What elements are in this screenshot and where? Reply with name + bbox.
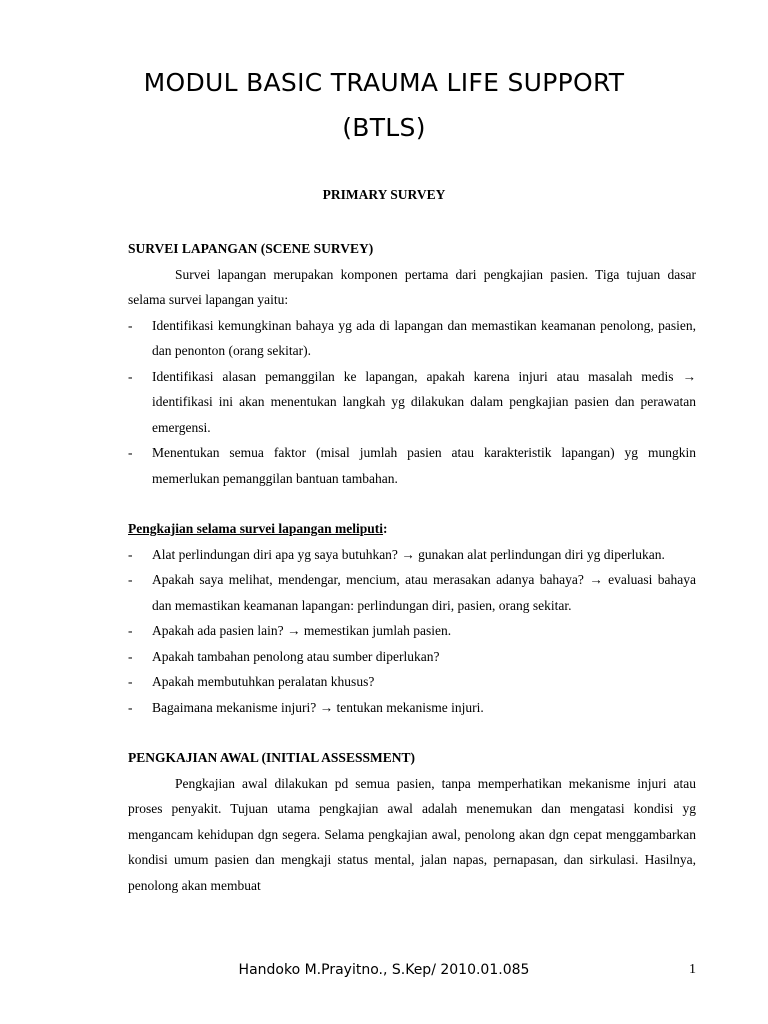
document-body	[128, 236, 696, 898]
assessment-heading-text: Pengkajian selama survei lapangan meliputi	[128, 521, 384, 536]
section-heading-scene-survey: SURVEI LAPANGAN (SCENE SURVEY)	[128, 241, 374, 256]
list-item: - Apakah tambahan penolong atau sumber diperlukan?	[128, 644, 696, 670]
section-heading-initial-assessment: PENGKAJIAN AWAL (INITIAL ASSESSMENT)	[128, 750, 415, 765]
section-heading-assessment	[128, 516, 696, 542]
page-footer-author: Handoko M.Prayitno., S.Kep/ 2010.01.085	[238, 962, 530, 978]
list-item: - Apakah ada pasien lain? → memestikan jumlah pasien.	[128, 618, 696, 644]
spacer	[128, 491, 696, 516]
section-heading-primary-survey: PRIMARY SURVEY	[322, 187, 446, 202]
scene-survey-intro: Survei lapangan merupakan komponen pertama dari pengkajian pasien. Tiga tujuan dasar selama survei lapangan yaitu:	[128, 266, 696, 307]
page-number: 1	[689, 962, 696, 977]
document-title-abbreviation: (BTLS)	[342, 113, 426, 142]
list-item: - Menentukan semua faktor (misal jumlah pasien atau karakteristik lapangan) yg mungkin memerlukan pemanggilan bantuan tambahan.	[128, 440, 696, 491]
list-item: - Bagaimana mekanisme injuri? → tentukan mekanisme injuri.	[128, 695, 696, 721]
document-title: MODUL BASIC TRAUMA LIFE SUPPORT	[143, 68, 625, 97]
list-item: - Apakah membutuhkan peralatan khusus?	[128, 669, 696, 695]
scene-survey-goals-list	[128, 313, 696, 492]
assessment-questions-list	[128, 542, 696, 721]
assessment-heading-colon: :	[383, 521, 388, 536]
list-item: - Apakah saya melihat, mendengar, mencium, atau merasakan adanya bahaya? → evaluasi bahaya dan memastikan keamanan lapangan: perlindungan diri, pasien, orang sekitar.	[128, 567, 696, 618]
list-item: - Alat perlindungan diri apa yg saya butuhkan? → gunakan alat perlindungan diri yg diperlukan.	[128, 542, 696, 568]
spacer	[128, 720, 696, 745]
list-item: - Identifikasi kemungkinan bahaya yg ada di lapangan dan memastikan keamanan penolong, pasien, dan penonton (orang sekitar).	[128, 313, 696, 364]
initial-assessment-paragraph: Pengkajian awal dilakukan pd semua pasien, tanpa memperhatikan mekanisme injuri atau proses penyakit. Tujuan utama pengkajian awal adalah menemukan dan mengatasi kondisi yg mengancam kehidupan dgn segera. Selama pengkajian awal, penolong akan dgn cepat menggambarkan kondisi umum pasien dan mengkaji status mental, jalan napas, pernapasan, dan sirkulasi. Hasilnya, penolong akan membuat	[128, 775, 696, 893]
list-item: - Identifikasi alasan pemanggilan ke lapangan, apakah karena injuri atau masalah medis → identifikasi ini akan menentukan langkah yg dilakukan dalam pengkajian pasien dan perawatan emergensi.	[128, 364, 696, 441]
